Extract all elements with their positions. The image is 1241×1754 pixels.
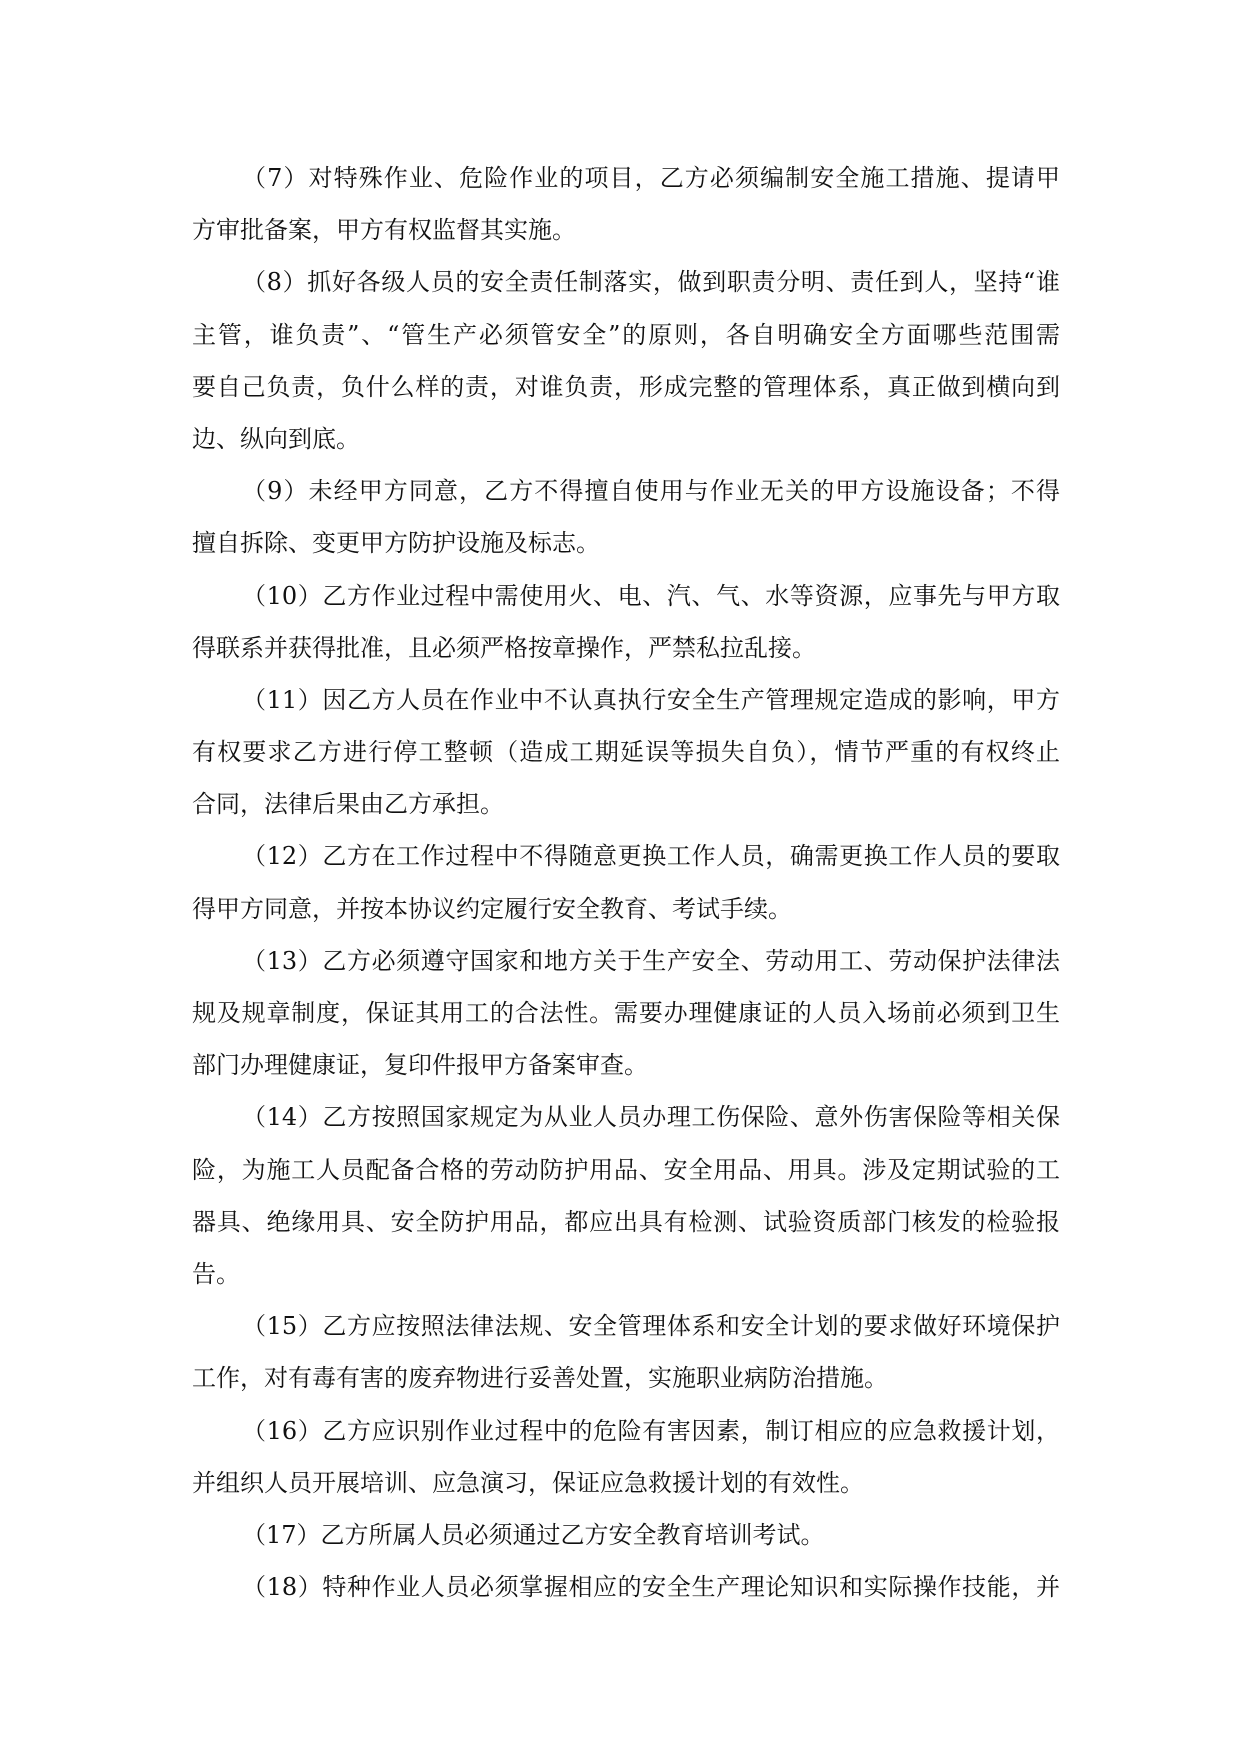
paragraph-line: 险，为施工人员配备合格的劳动防护用品、安全用品、用具。涉及定期试验的工	[192, 1155, 1060, 1184]
paragraph-line: （11）因乙方人员在作业中不认真执行安全生产管理规定造成的影响，甲方	[242, 685, 1060, 714]
paragraph-line: 部门办理健康证，复印件报甲方备案审查。	[192, 1051, 648, 1080]
clause-11	[192, 674, 1060, 831]
paragraph-line: 告。	[192, 1259, 240, 1288]
paragraph-line: 合同，法律后果由乙方承担。	[192, 790, 504, 819]
paragraph-line: 得甲方同意，并按本协议约定履行安全教育、考试手续。	[192, 894, 792, 923]
clause-18	[192, 1561, 1060, 1613]
paragraph-line: 器具、绝缘用具、安全防护用品，都应出具有检测、试验资质部门核发的检验报	[192, 1207, 1060, 1236]
paragraph-line: 擅自拆除、变更甲方防护设施及标志。	[192, 529, 600, 558]
paragraph-line: （18）特种作业人员必须掌握相应的安全生产理论知识和实际操作技能，并	[242, 1573, 1060, 1602]
clause-15	[192, 1300, 1060, 1404]
paragraph-line: 主管，谁负责”、“管生产必须管安全”的原则，各自明确安全方面哪些范围需	[192, 320, 1060, 349]
paragraph-line: （12）乙方在工作过程中不得随意更换工作人员，确需更换工作人员的要取	[242, 842, 1060, 871]
paragraph-line: 工作，对有毒有害的废弃物进行妥善处置，实施职业病防治措施。	[192, 1364, 888, 1393]
clause-12	[192, 830, 1060, 934]
clause-14	[192, 1091, 1060, 1300]
document-body	[192, 152, 1060, 1613]
paragraph-line: （7）对特殊作业、危险作业的项目，乙方必须编制安全施工措施、提请甲	[242, 164, 1060, 192]
clause-17	[192, 1509, 1060, 1561]
paragraph-line: （16）乙方应识别作业过程中的危险有害因素，制订相应的应急救援计划，	[242, 1416, 1060, 1445]
paragraph-line: 有权要求乙方进行停工整顿（造成工期延误等损失自负），情节严重的有权终止	[192, 738, 1060, 767]
paragraph-line: （13）乙方必须遵守国家和地方关于生产安全、劳动用工、劳动保护法律法	[242, 946, 1060, 975]
clause-8	[192, 256, 1060, 465]
paragraph-line: 方审批备案，甲方有权监督其实施。	[192, 216, 576, 245]
paragraph-line: 规及规章制度，保证其用工的合法性。需要办理健康证的人员入场前必须到卫生	[192, 999, 1060, 1027]
paragraph-line: （9）未经甲方同意，乙方不得擅自使用与作业无关的甲方设施设备；不得	[242, 477, 1060, 506]
paragraph-line: （17）乙方所属人员必须通过乙方安全教育培训考试。	[242, 1520, 825, 1549]
clause-13	[192, 935, 1060, 1092]
paragraph-line: （15）乙方应按照法律法规、安全管理体系和安全计划的要求做好环境保护	[242, 1312, 1060, 1341]
paragraph-line: （10）乙方作业过程中需使用火、电、汽、气、水等资源，应事先与甲方取	[242, 581, 1060, 610]
clause-9	[192, 465, 1060, 569]
clause-16	[192, 1405, 1060, 1509]
paragraph-line: 边、纵向到底。	[192, 424, 360, 453]
clause-7	[192, 152, 1060, 256]
paragraph-line: 得联系并获得批准，且必须严格按章操作，严禁私拉乱接。	[192, 633, 816, 662]
clause-10	[192, 570, 1060, 674]
paragraph-line: （14）乙方按照国家规定为从业人员办理工伤保险、意外伤害保险等相关保	[242, 1103, 1060, 1132]
paragraph-line: （8）抓好各级人员的安全责任制落实，做到职责分明、责任到人，坚持“谁	[242, 268, 1060, 297]
paragraph-line: 并组织人员开展培训、应急演习，保证应急救援计划的有效性。	[192, 1468, 864, 1497]
paragraph-line: 要自己负责，负什么样的责，对谁负责，形成完整的管理体系，真正做到横向到	[192, 372, 1060, 401]
